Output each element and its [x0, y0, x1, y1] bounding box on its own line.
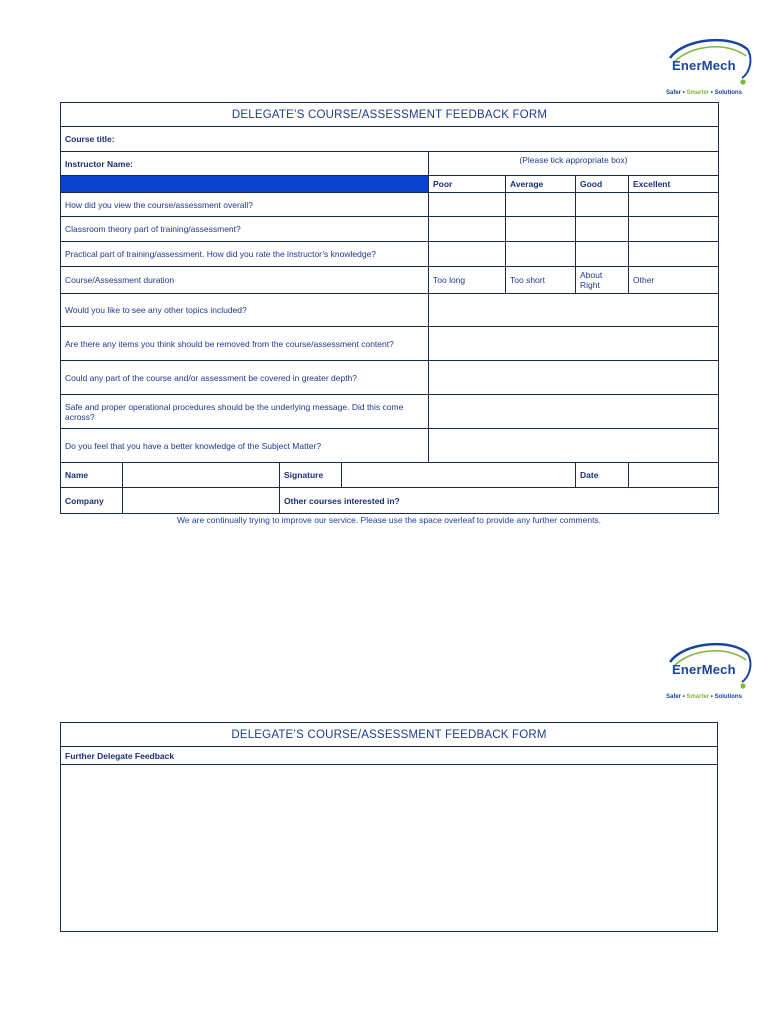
name-label: Name	[61, 463, 123, 488]
logo-tagline: Safer • Smarter • Solutions	[666, 90, 742, 96]
date-field[interactable]	[629, 463, 719, 488]
company-field[interactable]	[123, 488, 280, 514]
rating-row	[61, 242, 719, 267]
name-field[interactable]	[123, 463, 280, 488]
tick-box-poor[interactable]	[429, 217, 506, 242]
open-question: Would you like to see any other topics included?	[61, 294, 429, 327]
answer-field[interactable]	[429, 361, 719, 395]
tick-box-good[interactable]	[576, 242, 629, 267]
answer-field[interactable]	[429, 429, 719, 463]
further-feedback-table	[60, 722, 718, 932]
course-title-field[interactable]	[61, 127, 719, 152]
enermech-logo	[662, 640, 758, 708]
tick-box-excellent[interactable]	[629, 193, 719, 217]
footer-note: We are continually trying to improve our service. Please use the space overleaf to provide any further comments.	[176, 515, 602, 525]
feedback-form-table	[60, 102, 719, 514]
logo-wordmark: EnerMech	[672, 662, 736, 677]
header-excellent: Excellent	[629, 176, 719, 193]
signature-field[interactable]	[342, 463, 576, 488]
tick-box-poor[interactable]	[429, 193, 506, 217]
duration-option-too-short[interactable]: Too short	[506, 267, 576, 294]
answer-field[interactable]	[429, 395, 719, 429]
header-average: Average	[506, 176, 576, 193]
company-label: Company	[61, 488, 123, 514]
other-courses-field[interactable]	[280, 488, 719, 514]
name-signature-row	[61, 463, 719, 488]
rating-row	[61, 193, 719, 217]
open-question: Could any part of the course and/or assessment be covered in greater depth?	[61, 361, 429, 395]
tick-note: (Please tick appropriate box)	[429, 152, 719, 176]
rating-row	[61, 217, 719, 242]
tick-box-excellent[interactable]	[629, 242, 719, 267]
tick-box-good[interactable]	[576, 193, 629, 217]
open-question-row	[61, 361, 719, 395]
open-question-row	[61, 327, 719, 361]
logo-wordmark: EnerMech	[672, 58, 736, 73]
tick-box-average[interactable]	[506, 242, 576, 267]
duration-row	[61, 267, 719, 294]
header-good: Good	[576, 176, 629, 193]
tick-box-average[interactable]	[506, 217, 576, 242]
instructor-name-label: Instructor Name:	[65, 158, 134, 169]
open-question: Are there any items you think should be removed from the course/assessment content?	[61, 327, 429, 361]
duration-option-about-right[interactable]: About Right	[576, 267, 629, 294]
form-title: DELEGATE’S COURSE/ASSESSMENT FEEDBACK FORM	[61, 103, 719, 127]
open-question: Do you feel that you have a better knowledge of the Subject Matter?	[61, 429, 429, 463]
course-title-label: Course title:	[65, 134, 115, 144]
tick-box-average[interactable]	[506, 193, 576, 217]
open-question-row	[61, 294, 719, 327]
tick-box-excellent[interactable]	[629, 217, 719, 242]
other-courses-label: Other courses interested in?	[284, 495, 400, 506]
company-row	[61, 488, 719, 514]
open-question-row	[61, 395, 719, 429]
enermech-logo	[662, 36, 758, 104]
answer-field[interactable]	[429, 294, 719, 327]
logo-tagline: Safer • Smarter • Solutions	[666, 694, 742, 700]
duration-question: Course/Assessment duration	[61, 267, 429, 294]
rating-question: Classroom theory part of training/assessment?	[61, 217, 429, 242]
rating-question: Practical part of training/assessment. How did you rate the instructor’s knowledge?	[61, 242, 429, 267]
open-question: Safe and proper operational procedures should be the underlying message. Did this come across?	[61, 395, 429, 429]
duration-option-other[interactable]: Other	[629, 267, 719, 294]
form-title-2: DELEGATE’S COURSE/ASSESSMENT FEEDBACK FORM	[61, 723, 718, 747]
tick-box-good[interactable]	[576, 217, 629, 242]
further-feedback-label: Further Delegate Feedback	[61, 747, 718, 765]
instructor-name-field[interactable]	[61, 152, 429, 176]
answer-field[interactable]	[429, 327, 719, 361]
rating-question: How did you view the course/assessment overall?	[61, 193, 429, 217]
date-label: Date	[576, 463, 629, 488]
tick-box-poor[interactable]	[429, 242, 506, 267]
signature-label: Signature	[280, 463, 342, 488]
header-poor: Poor	[429, 176, 506, 193]
open-question-row	[61, 429, 719, 463]
rating-header-bar	[61, 176, 429, 193]
further-feedback-field[interactable]	[61, 765, 718, 932]
duration-option-too-long[interactable]: Too long	[429, 267, 506, 294]
